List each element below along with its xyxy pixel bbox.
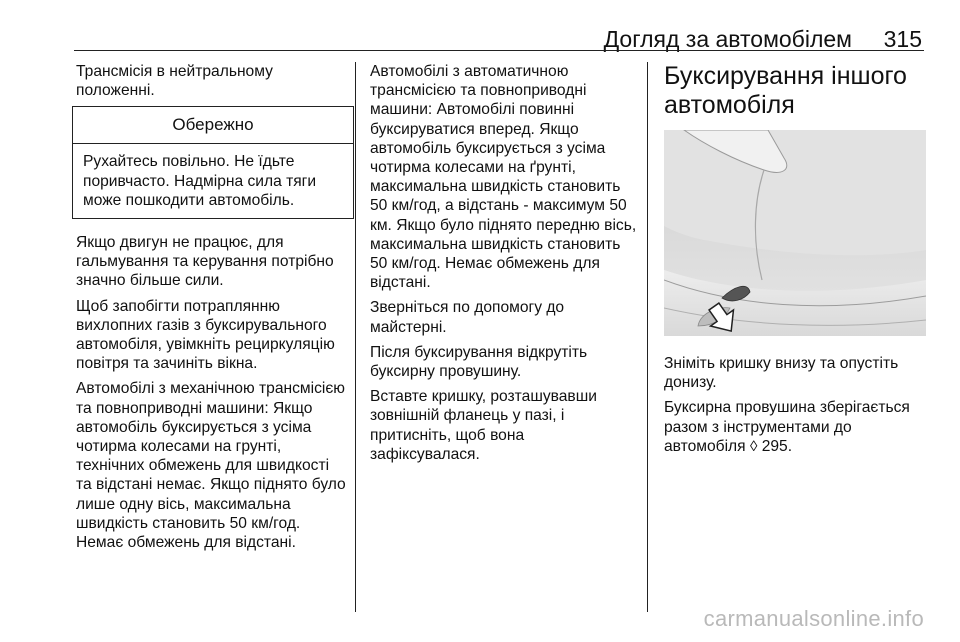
paragraph: Якщо двигун не працює, для гальмування та керування потрібно значно більше сили. <box>76 234 334 290</box>
page-number: 315 <box>883 26 922 52</box>
column-divider-2 <box>647 62 648 612</box>
watermark: carmanualsonline.info <box>703 606 924 631</box>
section-title: Догляд за автомобілем <box>603 26 852 52</box>
page-reference-link[interactable]: 295. <box>761 437 793 455</box>
paragraph: Вставте кришку, розташувавши зовнішній фланець у пазі, і притисніть, щоб вона зафіксувалася. <box>370 388 597 463</box>
rear-bumper-illustration <box>664 130 926 336</box>
paragraph: Після буксирування відкрутіть буксирну провушину. <box>370 343 588 381</box>
paragraph: Щоб запобігти потраплянню вихлопних газів з буксирувального автомобіля, увімкніть рециркуляцію повітря та зачиніть вікна. <box>76 297 335 373</box>
column-2 <box>370 62 638 470</box>
paragraph: Зніміть кришку внизу та опустіть донизу. <box>664 355 899 392</box>
header-rule <box>74 50 924 51</box>
paragraph: Автомобілі з автоматичною трансмісією та повноприводні машини: Автомобілі повинні буксируватися вперед. Якщо автомобіль буксирується з усіма чотирма колесами на ґрунті, максимальна швидкість становить 50 км/год, а відстань - максимум 50 км. Якщо було піднято передню вісь, максимальна швидкість становить 50 км/год. Немає обмежень для відстані. <box>370 63 637 292</box>
caution-body: Рухайтесь повільно. Не їдьте поривчасто. Надмірна сила тяги може пошкодити автомобіль. <box>83 153 317 209</box>
paragraph <box>664 398 926 456</box>
intro-text: Трансмісія в нейтральному положенні. <box>76 63 273 100</box>
caution-title: Обережно <box>73 107 353 144</box>
column-3 <box>664 62 926 462</box>
column-divider-1 <box>355 62 356 612</box>
column-1 <box>76 62 346 558</box>
paragraph: Автомобілі з механічною трансмісією та повноприводні машини: Якщо автомобіль буксирується з усіма чотирма колесами на грунті, технічних обмежень для швидкості та відстані немає. Якщо піднято було лише одну вісь, максимальна швидкість становить 50 км/год. Немає обмежень для відстані. <box>76 380 346 552</box>
paragraph: Зверніться по допомогу до майстерні. <box>370 299 565 336</box>
caution-box <box>72 106 354 219</box>
section-heading: Буксирування іншого автомобіля <box>664 62 907 119</box>
paragraph-text: Буксирна провушина зберігається разом з інструментами до автомобіля <box>664 399 910 455</box>
page-reference-icon: ◊ <box>749 437 758 455</box>
